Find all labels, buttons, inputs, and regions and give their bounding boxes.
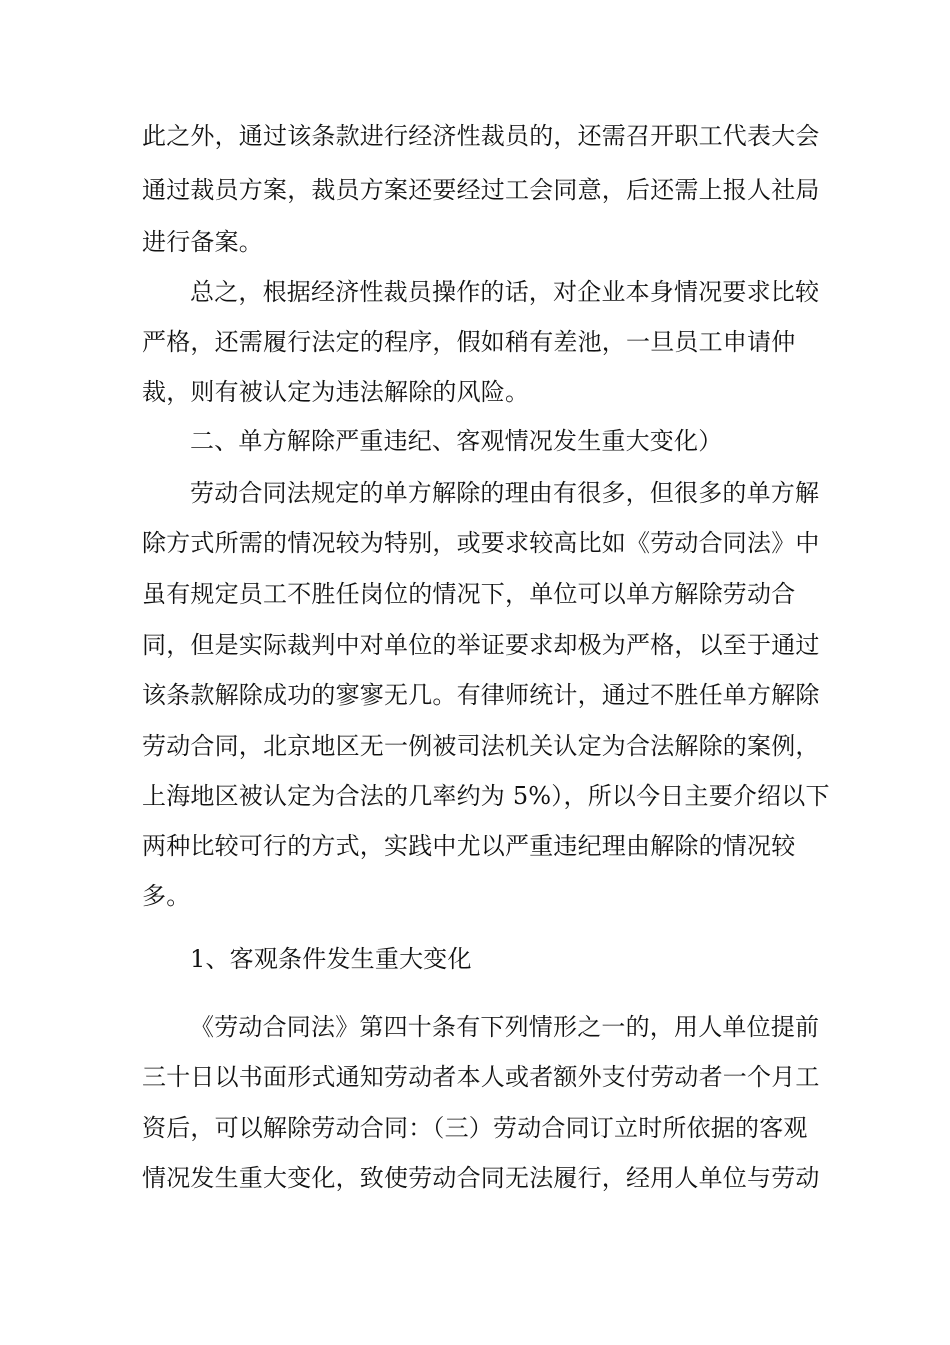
body-text-line: 除方式所需的情况较为特别，或要求较高比如《劳动合同法》中 [142, 529, 820, 557]
body-text-line: 劳动合同法规定的单方解除的理由有很多，但很多的单方解 [190, 479, 820, 507]
body-text-line: 两种比较可行的方式，实践中尤以严重违纪理由解除的情况较 [142, 832, 796, 860]
body-text-line: 同，但是实际裁判中对单位的举证要求却极为严格，以至于通过 [142, 631, 820, 659]
body-text-line: 通过裁员方案，裁员方案还要经过工会同意，后还需上报人社局 [142, 176, 820, 204]
body-text-line: 情况发生重大变化，致使劳动合同无法履行，经用人单位与劳动 [142, 1164, 820, 1192]
body-text-line: 上海地区被认定为合法的几率约为 5%），所以今日主要介绍以下 [142, 782, 830, 810]
body-text-line: 劳动合同，北京地区无一例被司法机关认定为合法解除的案例， [142, 732, 820, 760]
body-text-line: 此之外，通过该条款进行经济性裁员的，还需召开职工代表大会 [142, 122, 820, 150]
body-text-line: 三十日以书面形式通知劳动者本人或者额外支付劳动者一个月工 [142, 1063, 820, 1091]
body-text-line: 该条款解除成功的寥寥无几。有律师统计，通过不胜任单方解除 [142, 681, 820, 709]
body-text-line: 总之，根据经济性裁员操作的话，对企业本身情况要求比较 [190, 278, 820, 306]
body-text-line: 进行备案。 [142, 228, 263, 256]
body-text-line: 《劳动合同法》第四十条有下列情形之一的，用人单位提前 [190, 1013, 820, 1041]
subsection-heading: 1、客观条件发生重大变化 [190, 945, 472, 973]
body-text-line: 裁，则有被认定为违法解除的风险。 [142, 378, 530, 406]
body-text-line: 虽有规定员工不胜任岗位的情况下，单位可以单方解除劳动合 [142, 580, 796, 608]
body-text-line: 多。 [142, 882, 191, 910]
body-text-line: 严格，还需履行法定的程序，假如稍有差池，一旦员工申请仲 [142, 328, 796, 356]
section-heading: 二、单方解除严重违纪、客观情况发生重大变化） [190, 427, 723, 455]
body-text-line: 资后，可以解除劳动合同：（三）劳动合同订立时所依据的客观 [142, 1114, 808, 1142]
